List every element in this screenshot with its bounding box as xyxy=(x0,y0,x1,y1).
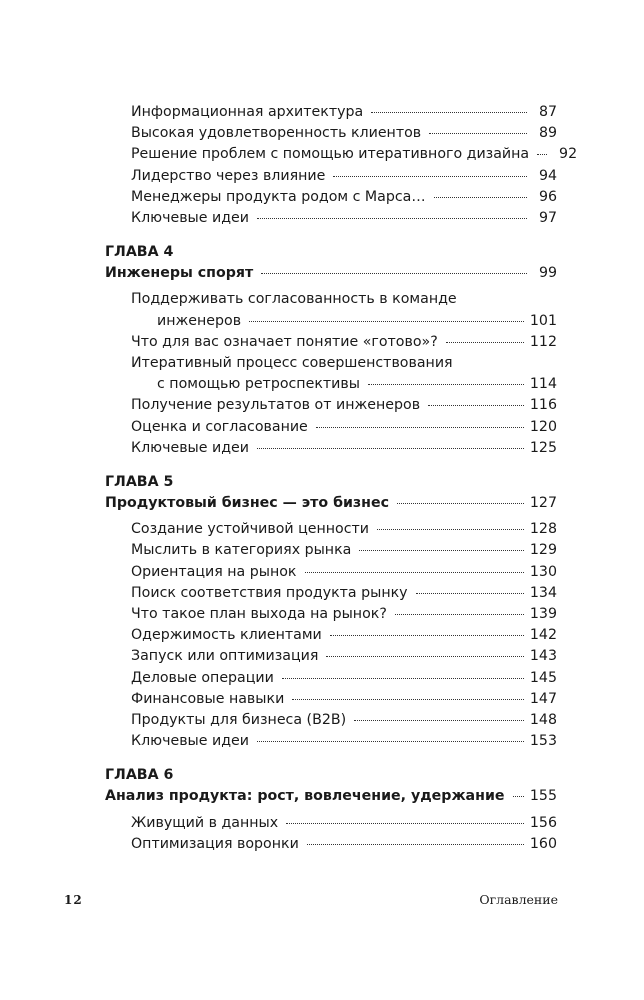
toc-entry-title: Ключевые идеи xyxy=(131,210,249,227)
toc-entry-page: 129 xyxy=(529,542,557,559)
table-of-contents xyxy=(105,102,578,855)
dot-leader xyxy=(330,635,524,636)
dot-leader xyxy=(537,154,547,155)
chapter-label: ГЛАВА 4 xyxy=(105,244,174,261)
toc-entry[interactable] xyxy=(105,166,557,187)
dot-leader xyxy=(429,133,527,134)
dot-leader xyxy=(368,384,524,385)
toc-entry-title: Получение результатов от инженеров xyxy=(131,397,421,414)
toc-entry-page: 127 xyxy=(529,495,557,512)
chapter-title: Анализ продукта: рост, вовлечение, удержание xyxy=(105,788,505,805)
toc-entry-title: Деловые операции xyxy=(131,669,274,686)
toc-entry[interactable] xyxy=(105,102,557,123)
dot-leader xyxy=(326,656,524,657)
toc-entry[interactable] xyxy=(105,374,557,395)
toc-entry-page: 92 xyxy=(559,146,578,163)
toc-entry-page: 94 xyxy=(538,167,557,184)
toc-entry-page: 130 xyxy=(529,563,557,580)
toc-entry-page: 148 xyxy=(529,712,557,729)
toc-entry-page: 155 xyxy=(529,788,557,805)
toc-entry-title: Финансовые навыки xyxy=(131,690,285,707)
toc-entry-title: Мыслить в категориях рынка xyxy=(131,542,352,559)
dot-leader xyxy=(513,796,524,797)
toc-entry-title-line: Поддерживать согласованность в команде xyxy=(131,291,457,308)
toc-entry[interactable] xyxy=(105,562,557,583)
chapter-title-entry[interactable] xyxy=(105,263,557,284)
dot-leader xyxy=(286,823,524,824)
dot-leader xyxy=(261,273,527,274)
toc-entry[interactable] xyxy=(105,625,557,646)
toc-entry[interactable] xyxy=(105,332,557,353)
toc-entry[interactable] xyxy=(105,123,557,144)
toc-entry[interactable] xyxy=(105,144,578,165)
toc-entry-page: 87 xyxy=(538,104,557,120)
toc-entry-page: 125 xyxy=(529,439,557,456)
dot-leader xyxy=(371,112,527,113)
toc-entry-title: Лидерство через влияние xyxy=(131,167,326,184)
toc-entry-title: Высокая удовлетворенность клиентов xyxy=(131,125,422,142)
dot-leader xyxy=(316,427,524,428)
toc-entry[interactable] xyxy=(105,731,557,752)
dot-leader xyxy=(397,503,524,504)
toc-entry-title: с помощью ретроспективы xyxy=(157,376,360,393)
toc-entry-page: 99 xyxy=(538,265,557,282)
dot-leader xyxy=(257,448,524,449)
toc-entry-page: 89 xyxy=(538,125,557,142)
dot-leader xyxy=(333,176,527,177)
toc-entry-title: Создание устойчивой ценности xyxy=(131,521,370,538)
toc-entry-page: 112 xyxy=(529,333,557,350)
toc-entry-page: 128 xyxy=(529,521,557,538)
toc-entry[interactable] xyxy=(105,834,557,855)
toc-entry-title: Оценка и согласование xyxy=(131,418,308,435)
dot-leader xyxy=(249,321,524,322)
toc-entry-title: Что для вас означает понятие «готово»? xyxy=(131,333,438,350)
toc-entry[interactable] xyxy=(105,604,557,625)
toc-entry-title: Поиск соответствия продукта рынку xyxy=(131,584,408,601)
toc-entry-page: 153 xyxy=(529,733,557,750)
toc-entry-title: Ориентация на рынок xyxy=(131,563,297,580)
dot-leader xyxy=(395,614,524,615)
toc-entry[interactable] xyxy=(105,668,557,689)
page-footer xyxy=(64,892,558,907)
dot-leader xyxy=(354,720,524,721)
dot-leader xyxy=(359,550,524,551)
toc-entry-page: 116 xyxy=(529,397,557,414)
toc-entry-title: Запуск или оптимизация xyxy=(131,648,319,665)
toc-entry[interactable] xyxy=(105,646,557,667)
toc-entry[interactable] xyxy=(105,689,557,710)
chapter-title: Продуктовый бизнес — это бизнес xyxy=(105,495,390,512)
dot-leader xyxy=(434,197,527,198)
toc-entry-title: Информационная архитектура xyxy=(131,104,364,120)
toc-entry-title: Живущий в данных xyxy=(131,814,279,831)
dot-leader xyxy=(282,678,524,679)
toc-entry-page: 101 xyxy=(529,312,557,329)
toc-entry-title: Что такое план выхода на рынок? xyxy=(131,606,387,623)
toc-entry[interactable] xyxy=(105,438,557,459)
toc-entry-page: 97 xyxy=(538,210,557,227)
chapter-label: ГЛАВА 5 xyxy=(105,474,174,491)
toc-entry[interactable] xyxy=(105,540,557,561)
dot-leader xyxy=(428,405,524,406)
toc-entry-title-line: Итеративный процесс совершенствования xyxy=(131,355,453,372)
toc-entry-page: 160 xyxy=(529,835,557,852)
dot-leader xyxy=(416,593,524,594)
page-number: 12 xyxy=(64,893,83,907)
toc-entry[interactable] xyxy=(105,519,557,540)
toc-entry-page: 145 xyxy=(529,669,557,686)
toc-entry[interactable] xyxy=(105,583,557,604)
running-section-title: Оглавление xyxy=(479,892,558,907)
toc-entry-title: Ключевые идеи xyxy=(131,439,249,456)
toc-entry-page: 120 xyxy=(529,418,557,435)
chapter-title-entry[interactable] xyxy=(105,493,557,514)
chapter-title-entry[interactable] xyxy=(105,786,557,807)
toc-entry-title: Продукты для бизнеса (B2B) xyxy=(131,712,347,729)
toc-entry-title: Ключевые идеи xyxy=(131,733,249,750)
chapter-title: Инженеры спорят xyxy=(105,265,254,282)
toc-entry-title: инженеров xyxy=(157,312,242,329)
toc-entry[interactable] xyxy=(105,417,557,438)
toc-entry-page: 96 xyxy=(538,188,557,205)
toc-entry-title: Одержимость клиентами xyxy=(131,627,322,644)
toc-entry[interactable] xyxy=(105,395,557,416)
toc-entry[interactable] xyxy=(105,187,557,208)
toc-entry-page: 156 xyxy=(529,814,557,831)
toc-entry-page: 139 xyxy=(529,606,557,623)
toc-entry-page: 147 xyxy=(529,690,557,707)
dot-leader xyxy=(305,572,524,573)
dot-leader xyxy=(257,741,524,742)
toc-entry-page: 142 xyxy=(529,627,557,644)
toc-entry-title: Оптимизация воронки xyxy=(131,835,299,852)
dot-leader xyxy=(307,844,524,845)
dot-leader xyxy=(292,699,524,700)
toc-entry-page: 114 xyxy=(529,376,557,393)
dot-leader xyxy=(377,529,524,530)
dot-leader xyxy=(446,342,524,343)
toc-entry-page: 134 xyxy=(529,584,557,601)
toc-entry[interactable] xyxy=(105,813,557,834)
toc-entry[interactable] xyxy=(105,710,557,731)
toc-entry-title: Решение проблем с помощью итеративного дизайна xyxy=(131,146,530,163)
chapter-label: ГЛАВА 6 xyxy=(105,767,174,784)
toc-entry-title: Менеджеры продукта родом с Марса… xyxy=(131,188,426,205)
toc-entry[interactable] xyxy=(105,311,557,332)
toc-entry[interactable] xyxy=(105,208,557,229)
dot-leader xyxy=(257,218,527,219)
toc-entry-page: 143 xyxy=(529,648,557,665)
